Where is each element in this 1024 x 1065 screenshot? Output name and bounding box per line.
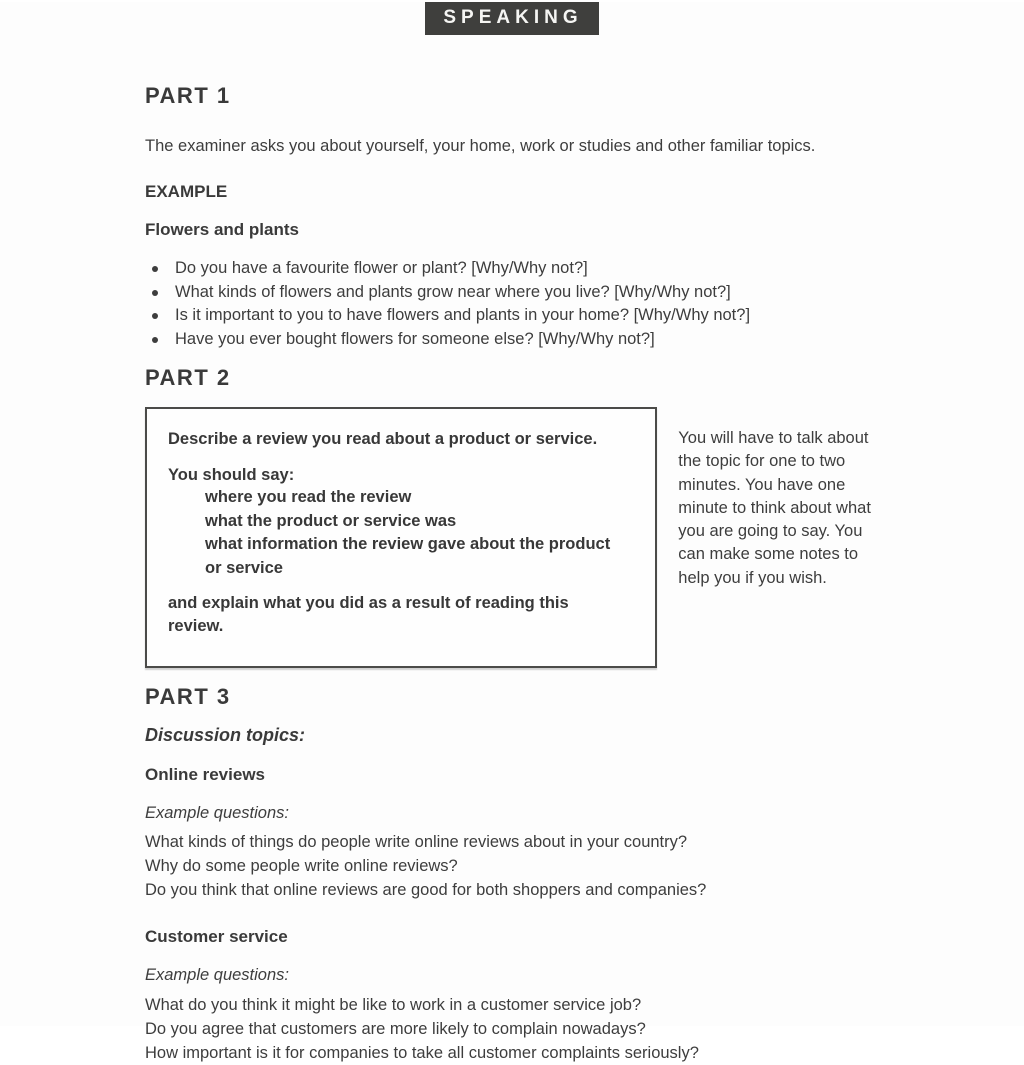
part1-topic: Flowers and plants	[145, 220, 299, 239]
part2-instructions: You will have to talk about the topic for one to two minutes. You have one minute to think about what you are going to say. You can make some notes to help you if you wish.	[678, 429, 871, 587]
part3-topic-customer-service	[145, 927, 884, 1065]
topic-question-list	[145, 993, 884, 1065]
question-item: Have you ever bought flowers for someone else? [Why/Why not?]	[145, 328, 884, 352]
cue-card-explain: and explain what you did as a result of reading this review.	[168, 594, 569, 635]
question-item: What kinds of flowers and plants grow near where you live? [Why/Why not?]	[145, 281, 884, 305]
part1-example-label: EXAMPLE	[145, 182, 228, 201]
question-line: How important is it for companies to take all customer complaints seriously?	[145, 1044, 699, 1062]
question-item: Do you have a favourite flower or plant? [Why/Why not?]	[145, 257, 884, 281]
cue-card-points	[168, 486, 631, 580]
part1-heading: PART 1	[145, 83, 231, 108]
topic-name: Customer service	[145, 927, 288, 946]
example-questions-label: Example questions:	[145, 804, 289, 822]
question-line: Do you agree that customers are more likely to complain nowadays?	[145, 1020, 646, 1038]
cue-card-point: where you read the review	[205, 488, 412, 506]
cue-card-should-say-label: You should say:	[168, 466, 295, 484]
cue-card	[145, 407, 657, 668]
document-page	[0, 2, 1024, 1062]
part3-topic-online-reviews	[145, 765, 884, 902]
cue-card-task: Describe a review you read about a product or service.	[168, 430, 598, 448]
page-content	[0, 83, 1024, 1065]
topic-name: Online reviews	[145, 765, 265, 784]
part2-row	[145, 407, 884, 668]
cue-card-point: what the product or service was	[205, 511, 457, 530]
part1-intro: The examiner asks you about yourself, your home, work or studies and other familiar topics.	[145, 137, 816, 155]
section-banner	[425, 2, 598, 35]
example-questions-label: Example questions:	[145, 966, 289, 984]
cue-card-point: what information the review gave about the product or service	[205, 535, 611, 577]
part3-subtitle: Discussion topics:	[145, 725, 306, 745]
part1-question-list	[145, 257, 884, 351]
part3-heading: PART 3	[145, 684, 231, 709]
question-line: Why do some people write online reviews?	[145, 857, 458, 875]
question-line: What kinds of things do people write online reviews about in your country?	[145, 833, 688, 851]
question-line: What do you think it might be like to work in a customer service job?	[145, 996, 642, 1014]
part2-heading: PART 2	[145, 365, 231, 390]
banner-label: SPEAKING	[443, 7, 583, 28]
question-item: Is it important to you to have flowers and plants in your home? [Why/Why not?]	[145, 304, 884, 328]
question-line: Do you think that online reviews are good for both shoppers and companies?	[145, 881, 707, 899]
topic-question-list	[145, 830, 884, 902]
